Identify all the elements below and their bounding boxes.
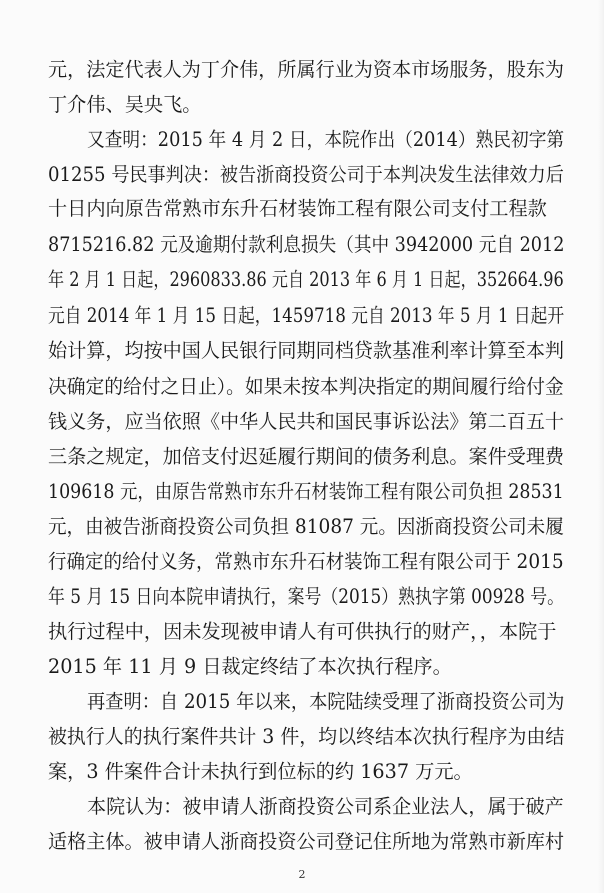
text-line: 元，由被告浙商投资公司负担 81087 元。因浙商投资公司未履 [48, 515, 564, 538]
text-line: 2015 年 11 月 9 日裁定终结了本次执行程序。 [48, 655, 452, 678]
text-line: 又查明：2015 年 4 月 2 日，本院作出（2014）熟民初字第 [87, 128, 565, 151]
text-line: 决确定的给付之日止）。如果未按本判决指定的期间履行给付金 [48, 375, 564, 398]
text-line: 行确定的给付义务，常熟市东升石材装饰工程有限公司于 2015 [48, 550, 564, 573]
text-line: 案，3 件案件合计未执行到位标的约 1637 万元。 [48, 760, 473, 783]
text-line: 执行过程中，因未发现被申请人有可供执行的财产，，本院于 [48, 620, 557, 643]
text-line: 被执行人的执行案件共计 3 件，均以终结本次执行程序为由结 [48, 725, 565, 748]
page-number: 2 [298, 868, 306, 881]
text-line: 十日内向原告常熟市东升石材装饰工程有限公司支付工程款 [48, 197, 547, 220]
page-edge-shadow [598, 0, 604, 893]
text-line: 三条之规定，加倍支付迟延履行期间的债务利息。案件受理费 [48, 445, 565, 468]
text-line: 再查明：自 2015 年以来，本院陆续受理了浙商投资公司为 [87, 690, 565, 713]
text-line: 元，法定代表人为丁介伟，所属行业为资本市场服务，股东为 [48, 58, 565, 81]
text-line: 8715216.82 元及逾期付款利息损失（其中 3942000 元自 2012 [48, 233, 565, 256]
text-line: 本院认为：被申请人浙商投资公司系企业法人，属于破产 [87, 795, 564, 818]
text-line: 年 2 月 1 日起，2960833.86 元自 2013 年 6 月 1 日起，352664.96 [48, 268, 564, 291]
text-line: 元自 2014 年 1 月 15 日起，1459718 元自 2013 年 5 月 1 日起开 [48, 304, 565, 327]
text-line: 109618 元，由原告常熟市东升石材装饰工程有限公司负担 28531 [48, 480, 564, 503]
text-line: 适格主体。被申请人浙商投资公司登记住所地为常熟市新库村 [48, 830, 565, 853]
text-line: 钱义务，应当依照《中华人民共和国民事诉讼法》第二百五十 [48, 410, 565, 433]
text-line: 01255 号民事判决：被告浙商投资公司于本判决发生法律效力后 [48, 163, 564, 186]
text-line: 丁介伟、吴央飞。 [48, 93, 202, 116]
text-line: 年 5 月 15 日向本院申请执行，案号（2015）熟执字第 00928 号。 [48, 585, 565, 608]
text-line: 始计算，均按中国人民银行同期同档贷款基准利率计算至本判 [48, 339, 565, 362]
